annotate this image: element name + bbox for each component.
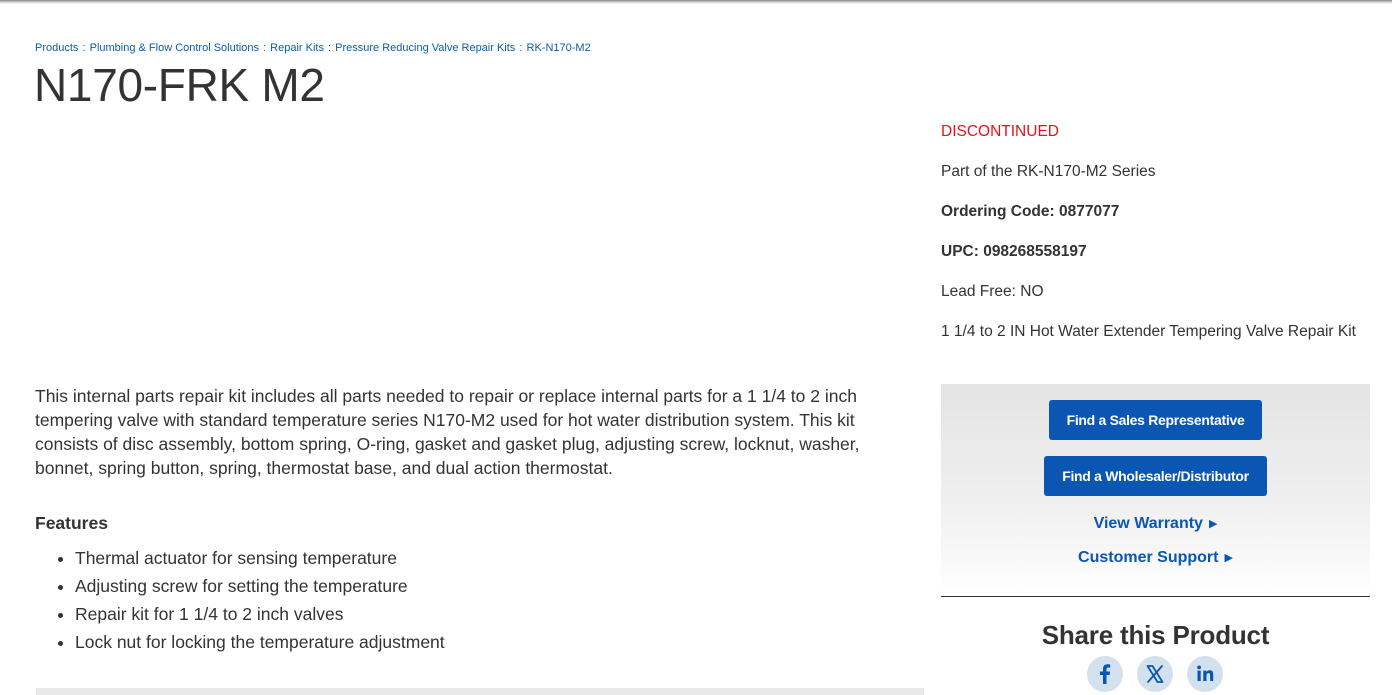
breadcrumb-prv-repair-kits[interactable]: Pressure Reducing Valve Repair Kits	[335, 42, 516, 54]
features-heading: Features	[35, 513, 108, 533]
top-shadow	[0, 0, 1392, 4]
facebook-share-button[interactable]	[1087, 656, 1123, 692]
breadcrumb-plumbing[interactable]: Plumbing & Flow Control Solutions	[89, 42, 259, 54]
feature-item: • Repair kit for 1 1/4 to 2 inch valves	[75, 600, 445, 628]
view-warranty-label: View Warranty	[1093, 515, 1203, 532]
find-wholesaler-button[interactable]: Find a Wholesaler/Distributor	[1044, 456, 1267, 496]
lead-free-info: Lead Free: NO	[941, 283, 1044, 300]
customer-support-link[interactable]	[941, 549, 1370, 567]
breadcrumb-separator: :	[82, 42, 86, 54]
breadcrumb-products[interactable]: Products	[35, 42, 79, 54]
breadcrumb-repair-kits[interactable]: Repair Kits	[270, 42, 324, 54]
series-info: Part of the RK-N170-M2 Series	[941, 163, 1156, 180]
play-arrow-icon: ▶	[1224, 552, 1233, 564]
breadcrumb-series[interactable]: RK-N170-M2	[526, 42, 591, 54]
action-panel	[941, 384, 1370, 597]
linkedin-share-button[interactable]	[1187, 656, 1223, 692]
product-description: This internal parts repair kit includes all parts needed to repair or replace internal parts for a 1 1/4 to 2 inch tempering valve with standard temperature series N170-M2 used for hot water distribution system. This kit consists of disc assembly, bottom spring, O-ring, gasket and gasket plug, adjusting screw, locknut, washer, bonnet, spring button, spring, thermostat base, and dual action thermostat.	[35, 386, 860, 478]
feature-item: • Lock nut for locking the temperature adjustment	[75, 628, 445, 656]
feature-item: • Thermal actuator for sensing temperature	[75, 544, 445, 572]
breadcrumb-separator: :	[328, 42, 332, 54]
page-title: N170-FRK M2	[34, 59, 325, 111]
features-list	[35, 544, 445, 656]
customer-support-label: Customer Support	[1078, 549, 1219, 566]
feature-item: • Adjusting screw for setting the temperature	[75, 572, 445, 600]
status-badge: DISCONTINUED	[941, 123, 1059, 140]
facebook-icon	[1087, 656, 1123, 692]
x-icon	[1137, 656, 1173, 692]
view-warranty-link[interactable]	[941, 515, 1370, 533]
find-sales-rep-button[interactable]: Find a Sales Representative	[1049, 400, 1262, 440]
breadcrumb	[35, 42, 591, 54]
linkedin-icon	[1187, 656, 1223, 692]
share-title: Share this Product	[1041, 620, 1270, 650]
content-bottom-bar	[36, 688, 924, 695]
breadcrumb-separator: :	[519, 42, 523, 54]
play-arrow-icon: ▶	[1208, 518, 1218, 530]
breadcrumb-separator: :	[263, 42, 267, 54]
upc-code: UPC: 098268558197	[941, 243, 1087, 260]
x-share-button[interactable]	[1137, 656, 1173, 692]
ordering-code: Ordering Code: 0877077	[941, 203, 1120, 220]
short-description: 1 1/4 to 2 IN Hot Water Extender Tempering Valve Repair Kit	[941, 323, 1356, 340]
